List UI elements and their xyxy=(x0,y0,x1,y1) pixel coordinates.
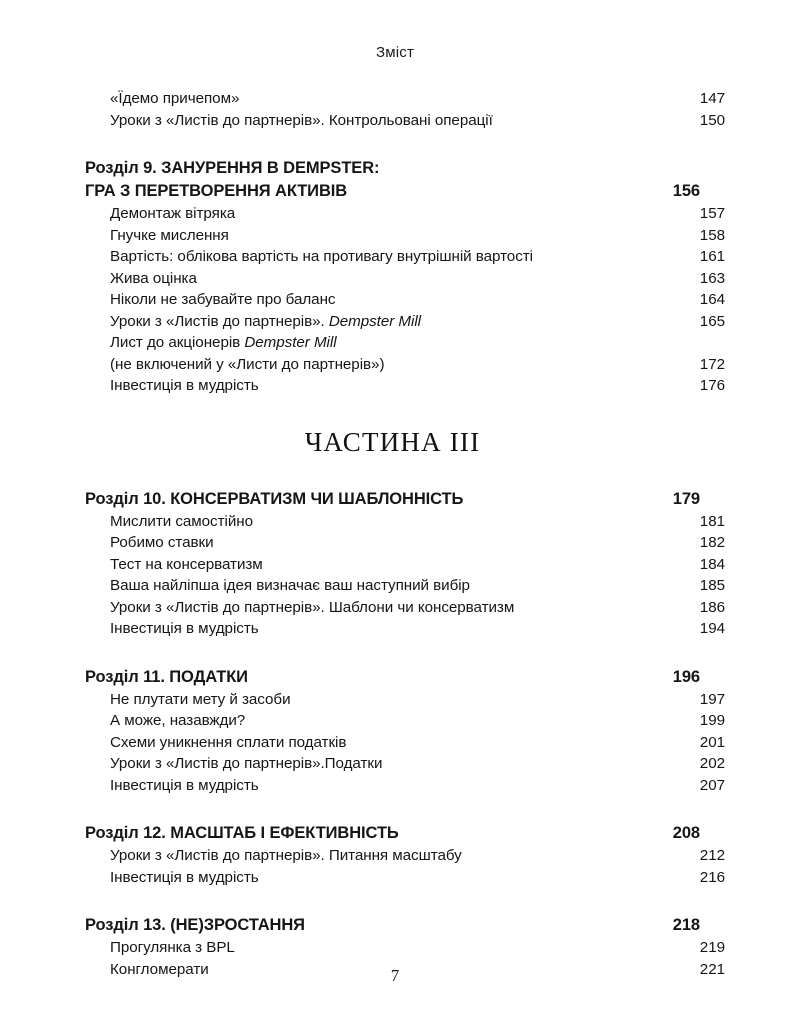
toc-entry[interactable] xyxy=(85,618,725,640)
toc-entry-label: Конгломерати xyxy=(110,960,209,978)
toc-entry-label: (не включений у «Листи до партнерів») xyxy=(110,355,385,373)
toc-entry-label: «Їдемо причепом» xyxy=(110,90,240,107)
toc-chapter-heading[interactable] xyxy=(85,914,700,937)
toc-entry-label: Ніколи не забувайте про баланс xyxy=(110,291,336,308)
toc-entry-page: 202 xyxy=(699,755,725,772)
toc-chapter-heading[interactable] xyxy=(85,666,700,689)
toc-group-chapter-12 xyxy=(85,822,725,888)
toc-entry[interactable] xyxy=(85,937,725,959)
toc-entry[interactable] xyxy=(85,689,725,711)
toc-entry[interactable] xyxy=(85,289,725,311)
toc-chapter-page: 179 xyxy=(672,489,700,508)
toc-entry[interactable] xyxy=(85,375,725,397)
toc-entry[interactable] xyxy=(85,311,725,333)
toc-entry-label: Інвестиція в мудрість xyxy=(110,620,259,637)
toc-entry-label: Прогулянка з BPL xyxy=(110,939,235,956)
toc-entry-label: Тест на консерватизм xyxy=(110,555,263,573)
toc-entry-label: Інвестиція в мудрість xyxy=(110,776,259,794)
running-head: Зміст xyxy=(375,44,415,61)
toc-entry-page: 186 xyxy=(699,598,725,616)
toc-chapter-heading[interactable] xyxy=(85,488,700,511)
toc-entry[interactable] xyxy=(85,225,725,247)
toc-chapter-page: 156 xyxy=(672,182,700,200)
toc-entry[interactable] xyxy=(85,203,725,225)
toc-entry-label: Демонтаж вітряка xyxy=(110,205,236,222)
toc-chapter-label: Розділ 9. ЗАНУРЕННЯ В DEMPSTER: xyxy=(85,159,380,177)
part-divider-heading: ЧАСТИНА III xyxy=(304,426,481,457)
toc-chapter-label: Розділ 12. МАСШТАБ І ЕФЕКТИВНІСТЬ xyxy=(85,824,399,842)
toc-entry[interactable] xyxy=(85,511,725,533)
toc-group-chapter-11 xyxy=(85,666,725,797)
toc-entry-label-italic: Dempster Mill xyxy=(244,334,337,351)
toc-entry-label: Інвестиція в мудрість xyxy=(110,377,259,394)
toc-entry-page: 161 xyxy=(699,248,725,265)
toc-entry-page: 176 xyxy=(699,377,725,394)
toc-chapter-label: Розділ 11. ПОДАТКИ xyxy=(85,667,248,686)
toc-entry-page: 157 xyxy=(699,205,725,222)
toc-entry[interactable] xyxy=(85,110,725,132)
toc-entry-label: Інвестиція в мудрість xyxy=(110,868,259,886)
toc-entry-label: Вартість: облікова вартість на противагу внутрішній вартості xyxy=(110,248,533,265)
toc-entry[interactable] xyxy=(85,710,725,732)
toc-entry-page: 194 xyxy=(699,620,725,637)
toc-entry[interactable] xyxy=(85,753,725,775)
page-folio-number: 7 xyxy=(390,966,400,985)
toc-entry[interactable] xyxy=(85,575,725,597)
toc-entry-page: 158 xyxy=(699,226,725,244)
toc-entry-label: Уроки з «Листів до партнерів». Питання масштабу xyxy=(110,847,462,864)
toc-group-chapter-10 xyxy=(85,488,725,640)
toc-chapter-page: 218 xyxy=(672,916,700,934)
toc-entry-label: Не плутати мету й засоби xyxy=(110,690,291,708)
toc-entry-label xyxy=(110,311,683,333)
toc-entry[interactable] xyxy=(85,354,725,376)
toc-entry-page: 184 xyxy=(699,555,725,573)
toc-entry-page: 147 xyxy=(699,90,725,107)
toc-entry-label-prefix: Уроки з «Листів до партнерів». xyxy=(110,312,329,330)
toc-chapter-heading-line2[interactable] xyxy=(85,180,700,203)
toc-entry-label: Жива оцінка xyxy=(110,269,197,287)
toc-group-chapter-9 xyxy=(85,157,725,397)
toc-entry-page: 163 xyxy=(699,269,725,287)
toc-chapter-label: Розділ 10. КОНСЕРВАТИЗМ ЧИ ШАБЛОННІСТЬ xyxy=(85,489,464,508)
toc-entry[interactable] xyxy=(85,246,725,268)
toc-entry[interactable] xyxy=(85,332,725,354)
toc-entry-page: 181 xyxy=(699,512,725,530)
toc-entry-page: 150 xyxy=(699,111,725,129)
toc-entry[interactable] xyxy=(85,532,725,554)
toc-entry-page: 199 xyxy=(699,712,725,729)
toc-entry-label: Уроки з «Листів до партнерів». Контрольовані операції xyxy=(110,111,493,129)
toc-entry-page: 165 xyxy=(699,312,725,330)
toc-entry[interactable] xyxy=(85,732,725,754)
toc-entry-label: Уроки з «Листів до партнерів». Шаблони чи консерватизм xyxy=(110,598,515,616)
toc-entry[interactable] xyxy=(85,554,725,576)
toc-entry-label: А може, назавжди? xyxy=(110,712,246,729)
toc-entry-label-italic: Dempster Mill xyxy=(328,312,422,330)
toc-entry-page: 219 xyxy=(699,939,725,956)
toc-entry[interactable] xyxy=(85,775,725,797)
toc-entry-label xyxy=(110,332,683,354)
toc-entry-page: 185 xyxy=(699,577,725,594)
toc-entry[interactable] xyxy=(85,845,725,867)
toc-entry-page: 201 xyxy=(699,733,725,751)
toc-chapter-heading[interactable] xyxy=(85,822,700,845)
toc-entry[interactable] xyxy=(85,597,725,619)
toc-entry-page: 182 xyxy=(699,534,725,551)
toc-entry-label: Ваша найліпша ідея визначає ваш наступний вибір xyxy=(110,577,470,594)
toc-entry-label: Уроки з «Листів до партнерів».Податки xyxy=(110,755,383,772)
toc-entry-label: Мислити самостійно xyxy=(110,512,254,530)
toc-group-chapter-8-tail xyxy=(85,88,725,131)
toc-chapter-label: ГРА З ПЕРЕТВОРЕННЯ АКТИВІВ xyxy=(85,182,348,200)
toc-entry[interactable] xyxy=(85,88,725,110)
toc-chapter-label: Розділ 13. (НЕ)ЗРОСТАННЯ xyxy=(85,916,305,934)
toc-entry-label: Гнучке мислення xyxy=(110,226,229,244)
toc-entry-page: 197 xyxy=(699,690,725,708)
toc-entry-label: Схеми уникнення сплати податків xyxy=(110,733,347,751)
toc-chapter-heading-line1[interactable] xyxy=(85,157,700,180)
toc-entry-label: Робимо ставки xyxy=(110,534,214,551)
toc-entry-page: 216 xyxy=(699,868,725,886)
toc-chapter-page: 196 xyxy=(672,667,700,686)
toc-entry-page: 212 xyxy=(699,847,725,864)
toc-entry[interactable] xyxy=(85,867,725,889)
toc-entry[interactable] xyxy=(85,268,725,290)
toc-entry-page: 207 xyxy=(699,776,725,794)
table-of-contents xyxy=(85,88,725,980)
toc-entry-page: 172 xyxy=(699,355,725,373)
toc-entry-page: 164 xyxy=(699,291,725,308)
toc-entry-page: 221 xyxy=(699,960,725,978)
toc-chapter-page: 208 xyxy=(672,824,700,842)
toc-entry-label-prefix: Лист до акціонерів xyxy=(110,334,245,351)
